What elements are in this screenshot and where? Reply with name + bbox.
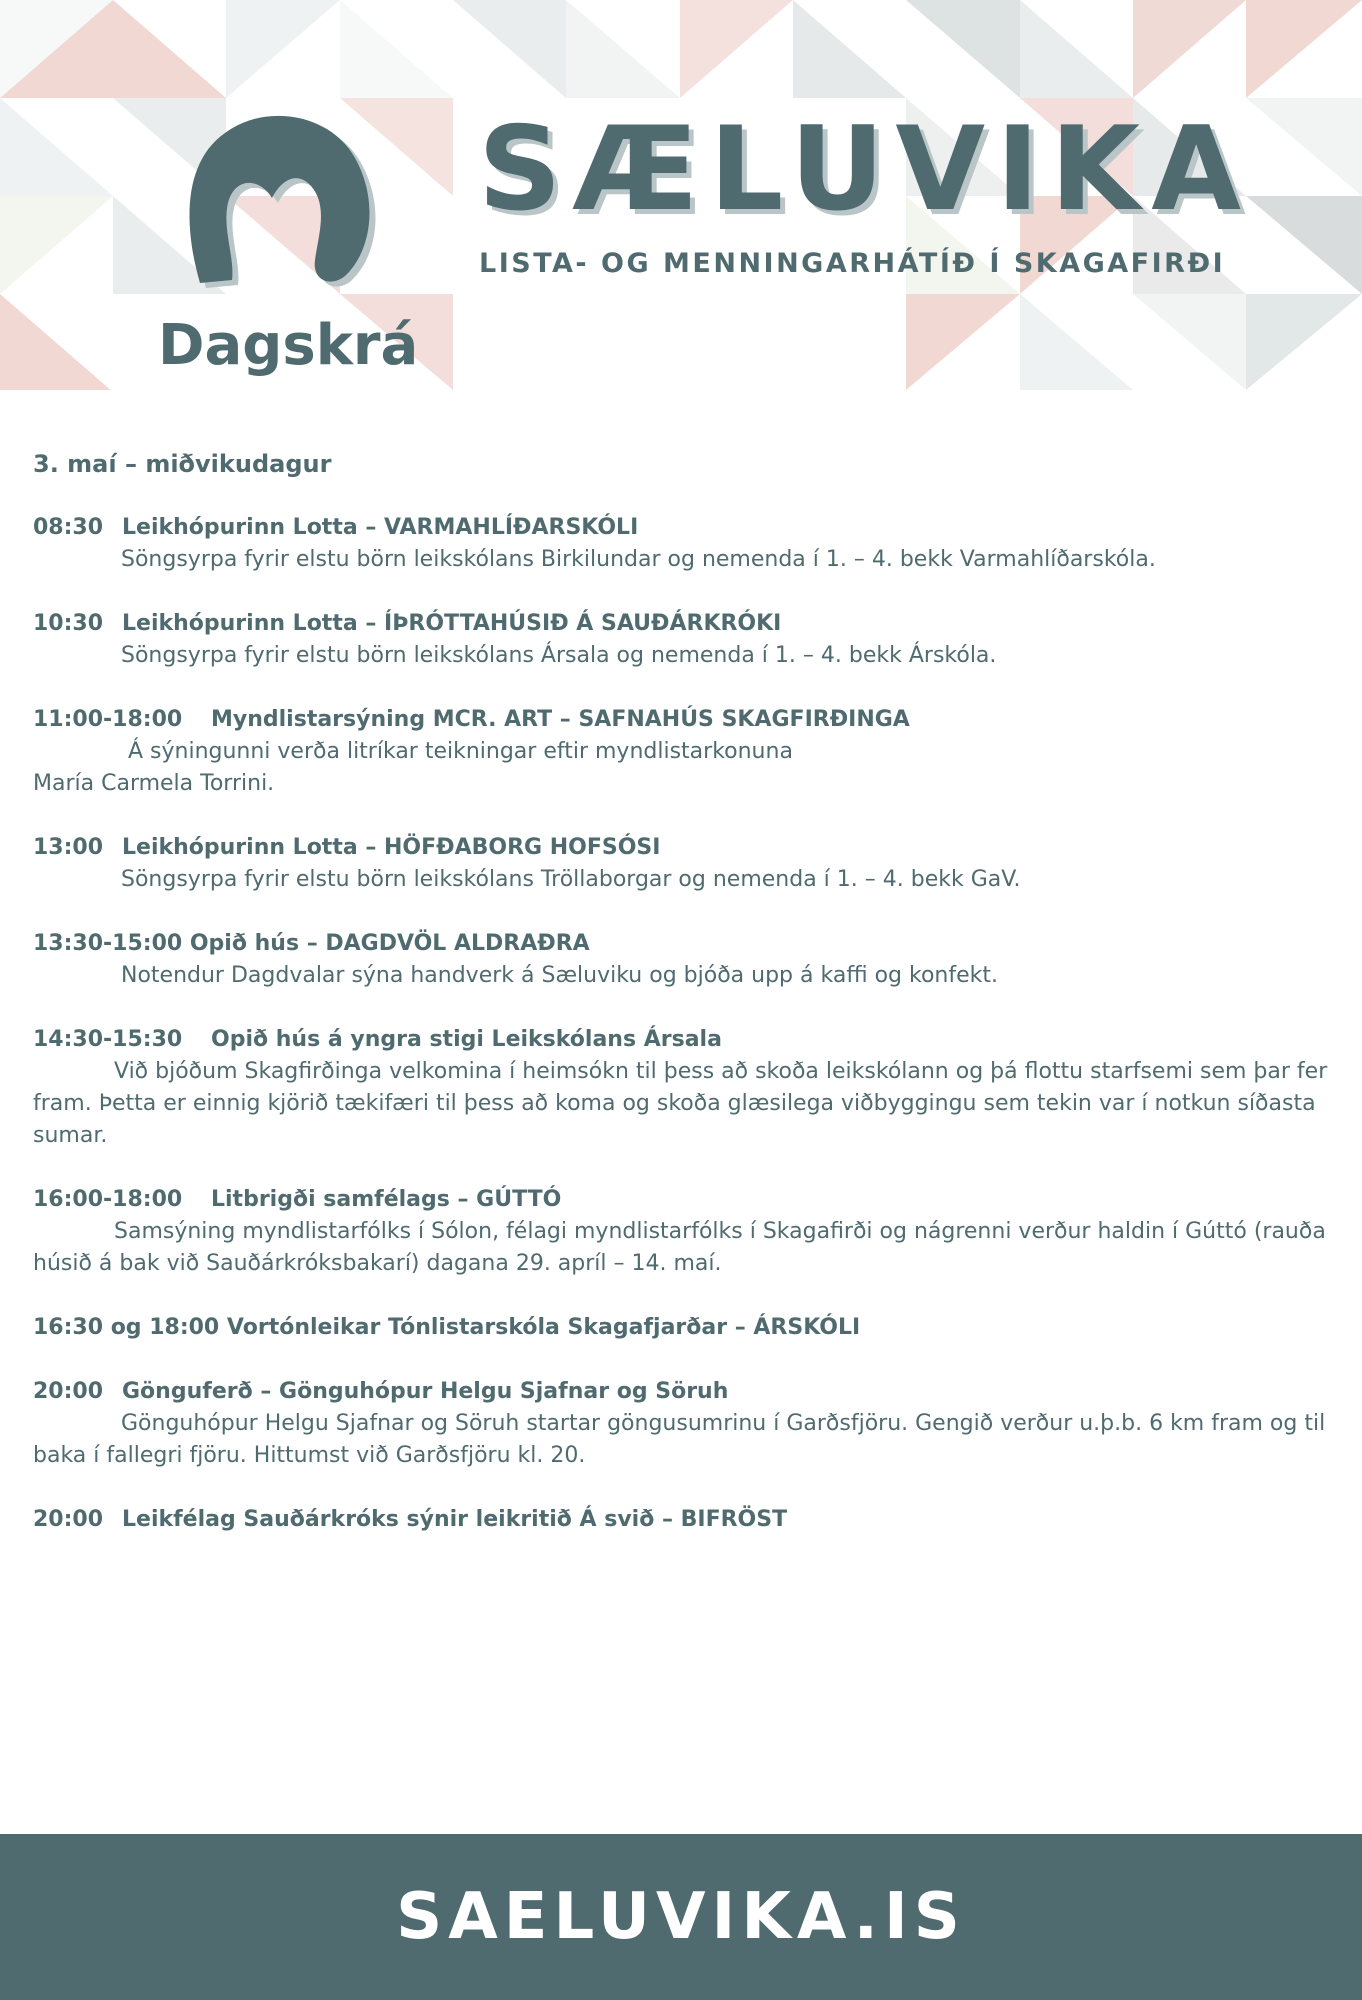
event-time: 20:00: [33, 1379, 104, 1404]
footer-bar: [0, 1834, 1362, 2000]
event-title: [33, 1504, 1333, 1536]
event-item: [33, 608, 1333, 672]
event-time: 16:30 og 18:00: [33, 1315, 220, 1340]
event-title: [33, 928, 1333, 960]
event-title-text: Opið hús – DAGDVÖL ALDRAÐRA: [189, 931, 590, 956]
event-title: [33, 1024, 1333, 1056]
event-title-text: Gönguferð – Gönguhópur Helgu Sjafnar og Söruh: [122, 1379, 729, 1404]
page-heading: Dagskrá: [158, 313, 419, 378]
event-time: 14:30-15:30: [33, 1027, 183, 1052]
event-description: Samsýning myndlistarfólks í Sólon, félagi myndlistarfólks í Skagafirði og nágrenni verður haldin í Gúttó (rauða húsið á bak við Sauðárkróksbakarí) dagana 29. apríl – 14. maí.: [33, 1219, 1326, 1276]
event-description: Á sýningunni verða litríkar teikningar eftir myndlistarkonuna: [121, 739, 793, 764]
event-title: [33, 832, 1333, 864]
event-description-continued: María Carmela Torrini.: [33, 771, 275, 796]
event-title-text: Vortónleikar Tónlistarskóla Skagafjarðar – ÁRSKÓLI: [226, 1315, 861, 1340]
event-item: [33, 928, 1333, 992]
brand-title: SÆLUVIKA: [478, 102, 1252, 237]
event-time: 13:30-15:00: [33, 931, 183, 956]
saeluvika-logo-icon: [180, 108, 380, 288]
event-title-text: Leikhópurinn Lotta – HÖFÐABORG HOFSÓSI: [122, 835, 661, 860]
event-item: [33, 704, 1333, 800]
event-item: [33, 512, 1333, 576]
event-item: [33, 832, 1333, 896]
event-title-text: Leikhópurinn Lotta – VARMAHLÍÐARSKÓLI: [122, 515, 639, 540]
event-item: [33, 1376, 1333, 1472]
event-time: 10:30: [33, 611, 104, 636]
event-item: [33, 1024, 1333, 1152]
event-item: [33, 1312, 1333, 1344]
website-url[interactable]: SAELUVIKA.IS: [396, 1880, 966, 1954]
event-title-text: Myndlistarsýning MCR. ART – SAFNAHÚS SKAGFIRÐINGA: [211, 707, 910, 732]
event-title: [33, 704, 1333, 736]
event-description: Við bjóðum Skagfirðinga velkomina í heimsókn til þess að skoða leikskólann og þá flottu starfsemi sem þar fer fram. Þetta er einnig kjörið tækifæri til þess að koma og skoða glæsilega viðbyggingu sem tekin var í notkun síðasta sumar.: [33, 1059, 1328, 1148]
event-time: 20:00: [33, 1507, 104, 1532]
event-title: [33, 608, 1333, 640]
event-title-text: Opið hús á yngra stigi Leikskólans Ársala: [211, 1027, 722, 1052]
event-description: Söngsyrpa fyrir elstu börn leikskólans Birkilundar og nemenda í 1. – 4. bekk Varmahlíðarskóla.: [121, 547, 1156, 572]
event-title-text: Leikhópurinn Lotta – ÍÞRÓTTAHÚSIÐ Á SAUÐÁRKRÓKI: [122, 611, 782, 636]
event-description: Notendur Dagdvalar sýna handverk á Sæluviku og bjóða upp á kaffi og konfekt.: [121, 963, 998, 988]
event-description: Söngsyrpa fyrir elstu börn leikskólans Ársala og nemenda í 1. – 4. bekk Árskóla.: [121, 643, 997, 668]
brand-subtitle: LISTA- OG MENNINGARHÁTÍÐ Í SKAGAFIRÐI: [479, 248, 1226, 279]
event-title: [33, 512, 1333, 544]
event-title: [33, 1376, 1333, 1408]
day-heading: 3. maí – miðvikudagur: [33, 450, 332, 478]
program-content: [33, 448, 1333, 1568]
event-title: [33, 1312, 1333, 1344]
event-title: [33, 1184, 1333, 1216]
event-item: [33, 1184, 1333, 1280]
event-title-text: Litbrigði samfélags – GÚTTÓ: [211, 1187, 562, 1212]
event-time: 16:00-18:00: [33, 1187, 183, 1212]
event-title-text: Leikfélag Sauðárkróks sýnir leikritið Á svið – BIFRÖST: [122, 1507, 788, 1532]
event-description: Gönguhópur Helgu Sjafnar og Söruh startar göngusumrinu í Garðsfjöru. Gengið verður u.þ.b. 6 km fram og til baka í fallegri fjöru. Hittumst við Garðsfjöru kl. 20.: [33, 1411, 1326, 1468]
header-banner: [0, 0, 1362, 390]
event-description: Söngsyrpa fyrir elstu börn leikskólans Tröllaborgar og nemenda í 1. – 4. bekk GaV.: [121, 867, 1021, 892]
event-time: 11:00-18:00: [33, 707, 183, 732]
event-time: 13:00: [33, 835, 104, 860]
event-item: [33, 1504, 1333, 1536]
event-time: 08:30: [33, 515, 104, 540]
